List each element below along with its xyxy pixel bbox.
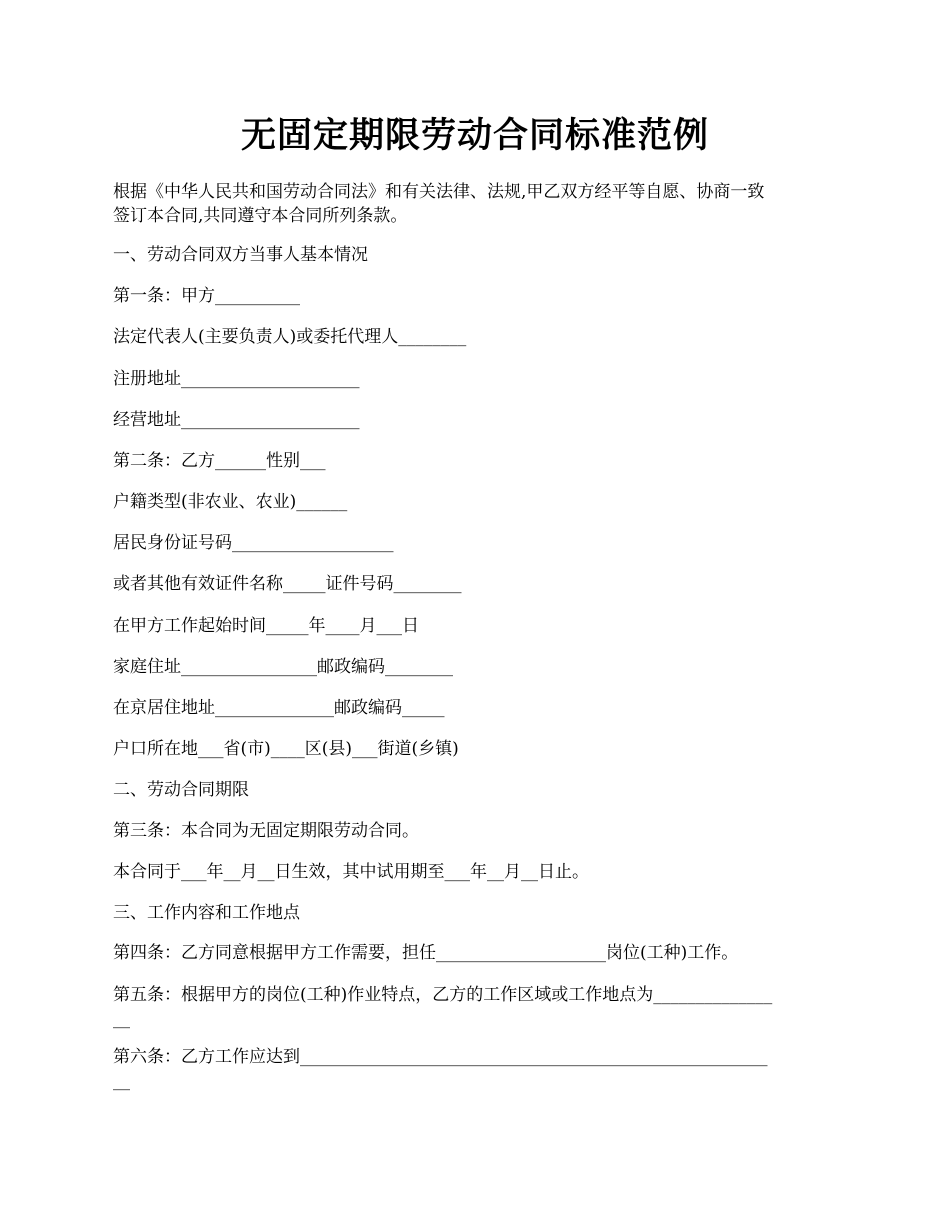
legal-representative-line: 法定代表人(主要负责人)或委托代理人________ bbox=[113, 327, 467, 347]
effective-date-line: 本合同于___年__月__日生效，其中试用期至___年__月__日止。 bbox=[113, 862, 589, 882]
clause-1-party-a: 第一条：甲方__________ bbox=[113, 286, 300, 306]
clause-5-line: __ bbox=[113, 1009, 130, 1029]
clause-2-party-b: 第二条：乙方______性别___ bbox=[113, 451, 326, 471]
clause-5-line: 第五条：根据甲方的岗位(工种)作业特点，乙方的工作区域或工作地点为______________ bbox=[113, 985, 773, 1005]
section-heading-work: 三、工作内容和工作地点 bbox=[113, 903, 300, 923]
clause-4-line: 第四条：乙方同意根据甲方工作需要，担任____________________岗位(工种)工作。 bbox=[113, 943, 739, 963]
section-heading-term: 二、劳动合同期限 bbox=[113, 780, 249, 800]
business-address-line: 经营地址_____________________ bbox=[113, 410, 360, 430]
home-address-line: 家庭住址________________邮政编码________ bbox=[113, 657, 453, 677]
id-number-line: 居民身份证号码___________________ bbox=[113, 533, 394, 553]
clause-3-line: 第三条：本合同为无固定期限劳动合同。 bbox=[113, 821, 419, 841]
beijing-address-line: 在京居住地址______________邮政编码_____ bbox=[113, 698, 445, 718]
document-title: 无固定期限劳动合同标准范例 bbox=[240, 115, 709, 156]
intro-paragraph bbox=[113, 180, 843, 228]
other-id-line: 或者其他有效证件名称_____证件号码________ bbox=[113, 574, 462, 594]
start-date-line: 在甲方工作起始时间_____年____月___日 bbox=[113, 616, 419, 636]
intro-line: 签订本合同,共同遵守本合同所列条款。 bbox=[113, 206, 408, 226]
clause-6-paragraph bbox=[113, 1045, 768, 1093]
clause-5-paragraph bbox=[113, 983, 772, 1031]
registered-address-line: 注册地址_____________________ bbox=[113, 369, 360, 389]
hukou-location-line: 户口所在地___省(市)____区(县)___街道(乡镇) bbox=[113, 739, 459, 759]
household-type-line: 户籍类型(非农业、农业)______ bbox=[113, 492, 348, 512]
clause-6-line: 第六条：乙方工作应达到_______________________________________________________ bbox=[113, 1047, 768, 1067]
intro-line: 根据《中华人民共和国劳动合同法》和有关法律、法规,甲乙双方经平等自愿、协商一致 bbox=[113, 182, 765, 202]
clause-6-line: __ bbox=[113, 1071, 130, 1091]
section-heading-parties: 一、劳动合同双方当事人基本情况 bbox=[113, 245, 368, 265]
